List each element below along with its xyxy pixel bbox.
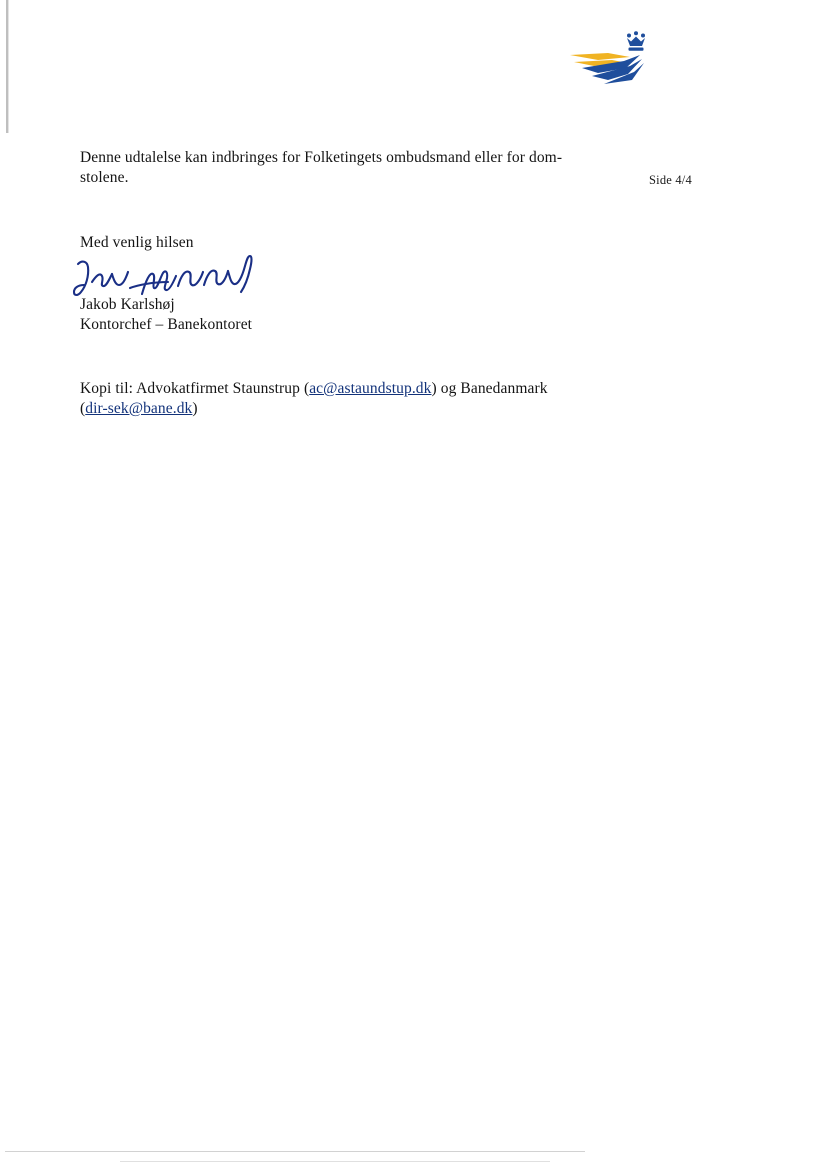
paren-close-1: ) xyxy=(431,380,437,397)
signer-title: Kontorchef – Banekontoret xyxy=(80,316,253,333)
email-link-banedanmark[interactable]: dir-sek@bane.dk xyxy=(85,400,193,417)
paren-open-2: ( xyxy=(80,400,86,417)
copy-middle-text: og Banedanmark xyxy=(436,380,548,397)
page-number: Side 4/4 xyxy=(649,173,692,187)
scan-edge-bottom xyxy=(5,1151,585,1152)
paren-close-2: ) xyxy=(192,400,198,417)
scan-edge-bottom-soft xyxy=(120,1161,550,1162)
danish-railway-crown-logo xyxy=(568,30,668,92)
scan-edge-left-soft xyxy=(8,0,9,133)
copy-prefix-text: Kopi til: Advokatfirmet Staunstrup xyxy=(80,380,304,397)
paragraph-appeal-notice: Denne udtalelse kan indbringes for Folketingets ombudsmand eller for dom-stolene. xyxy=(80,149,563,186)
closing-greeting: Med venlig hilsen xyxy=(80,234,194,251)
email-link-staunstrup[interactable]: ac@astaundstup.dk xyxy=(309,380,432,397)
copy-recipients-line xyxy=(80,379,600,419)
signer-name: Jakob Karlshøj xyxy=(80,296,175,313)
paren-open-1: ( xyxy=(303,380,310,397)
